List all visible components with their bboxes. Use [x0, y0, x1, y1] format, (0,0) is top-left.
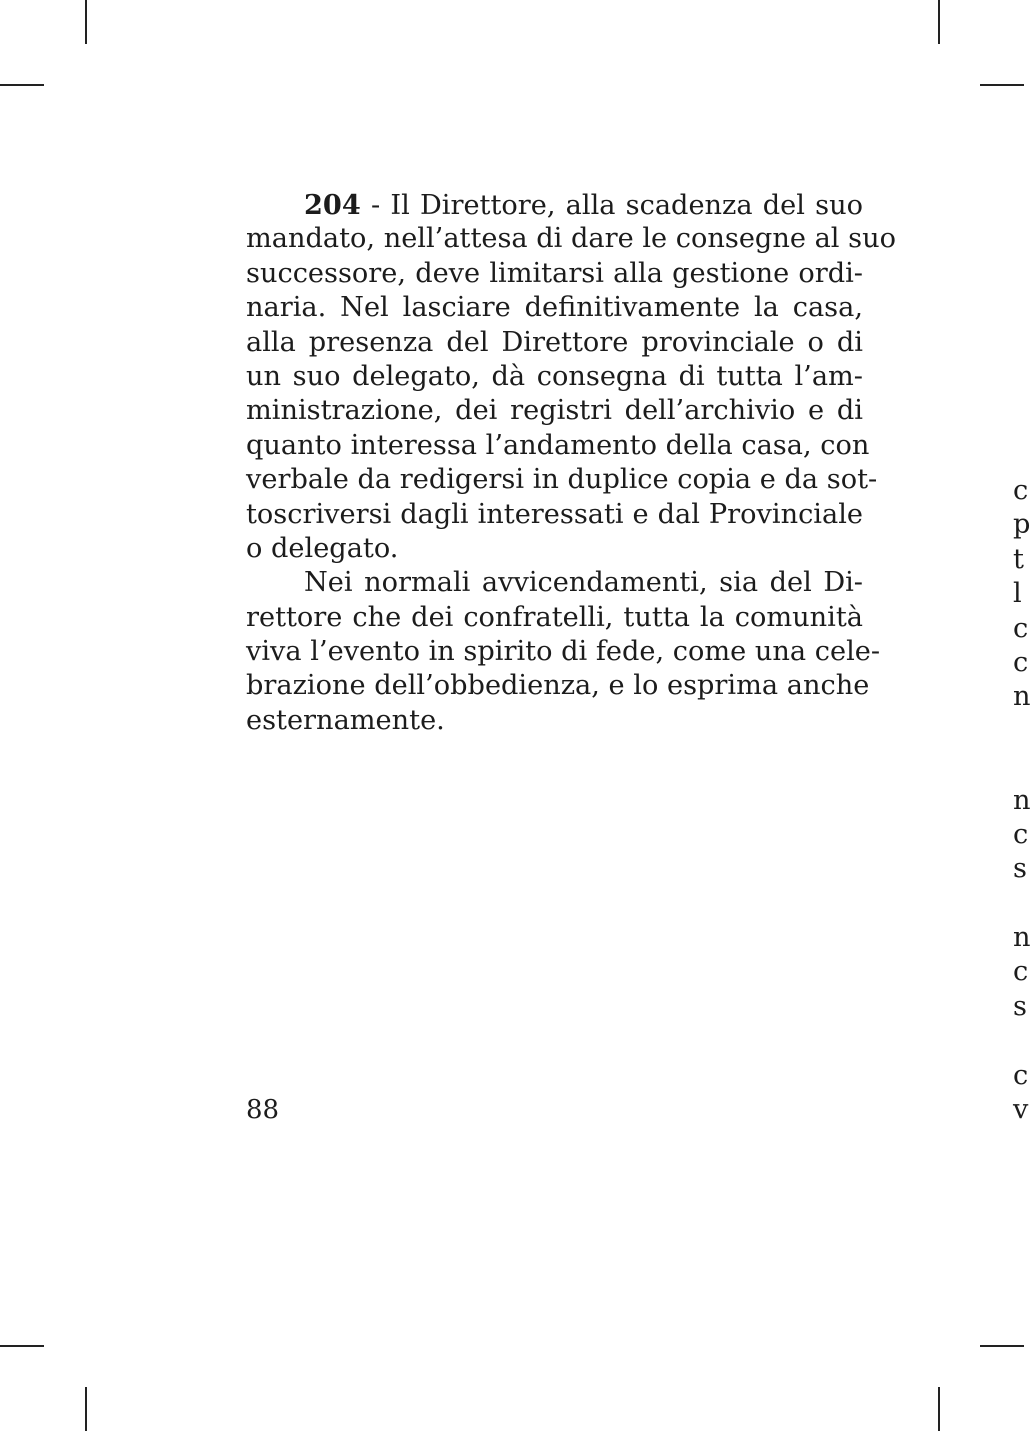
article-paragraph-1 — [246, 188, 896, 566]
fragment-letter: l — [1013, 578, 1022, 610]
text-line: verbale da redigersi in duplice copia e da sot- — [246, 464, 878, 496]
fragment-letter: c — [1013, 818, 1029, 850]
fragment-letter: c — [1013, 1059, 1029, 1091]
text-line — [246, 188, 863, 222]
text-line: successore, deve limitarsi alla gestione ordi- — [246, 257, 863, 289]
text-line: alla presenza del Direttore provinciale o di — [246, 326, 863, 358]
crop-mark-top-left-horizontal — [0, 84, 44, 86]
adjacent-page-fragment — [1013, 474, 1033, 1127]
fragment-letter: c — [1013, 612, 1029, 644]
article-paragraph-2 — [246, 566, 881, 738]
crop-mark-bottom-right-horizontal — [980, 1345, 1024, 1347]
fragment-letter: p — [1013, 509, 1031, 541]
text-line: ministrazione, dei registri dell’archivio e di — [246, 395, 863, 427]
fragment-letter: s — [1013, 990, 1027, 1022]
fragment-letter — [1013, 715, 1033, 749]
text-line: mandato, nell’attesa di dare le consegne al suo — [246, 223, 896, 255]
crop-mark-top-left-vertical — [85, 0, 87, 44]
text-line: quanto interessa l’andamento della casa, con — [246, 429, 870, 461]
crop-mark-bottom-right-vertical — [938, 1387, 940, 1431]
article-number: 204 — [304, 189, 361, 221]
text-line: Nei normali avvicendamenti, sia del Di- — [304, 567, 863, 599]
article-text — [246, 188, 896, 738]
fragment-letter: n — [1013, 784, 1031, 816]
text-line-content: - Il Direttore, alla scadenza del suo — [360, 190, 863, 221]
text-line: o delegato. — [246, 532, 399, 564]
text-line: esternamente. — [246, 704, 445, 736]
text-line: un suo delegato, dà consegna di tutta l’am- — [246, 360, 863, 392]
fragment-letter: c — [1013, 646, 1029, 678]
text-line: brazione dell’obbedienza, e lo esprima anche — [246, 670, 870, 702]
fragment-letter: n — [1013, 681, 1031, 713]
fragment-letter — [1013, 1024, 1033, 1058]
fragment-letter: n — [1013, 922, 1031, 954]
page-number: 88 — [246, 1095, 280, 1125]
fragment-letter: c — [1013, 956, 1029, 988]
text-line: viva l’evento in spirito di fede, come una cele- — [246, 636, 881, 668]
crop-mark-bottom-left-horizontal — [0, 1345, 44, 1347]
crop-mark-bottom-left-vertical — [85, 1387, 87, 1431]
fragment-letter: t — [1013, 543, 1024, 575]
text-line: toscriversi dagli interessati e dal Provinciale — [246, 498, 863, 530]
fragment-letter — [1013, 887, 1033, 921]
text-line: rettore che dei confratelli, tutta la comunità — [246, 601, 863, 633]
crop-mark-top-right-horizontal — [980, 84, 1024, 86]
fragment-letter: c — [1013, 475, 1029, 506]
fragment-letter — [1013, 749, 1033, 783]
fragment-letter: s — [1013, 853, 1027, 885]
fragment-letter: v — [1013, 1094, 1029, 1126]
crop-mark-top-right-vertical — [938, 0, 940, 44]
text-line: naria. Nel lasciare definitivamente la casa, — [246, 292, 863, 324]
